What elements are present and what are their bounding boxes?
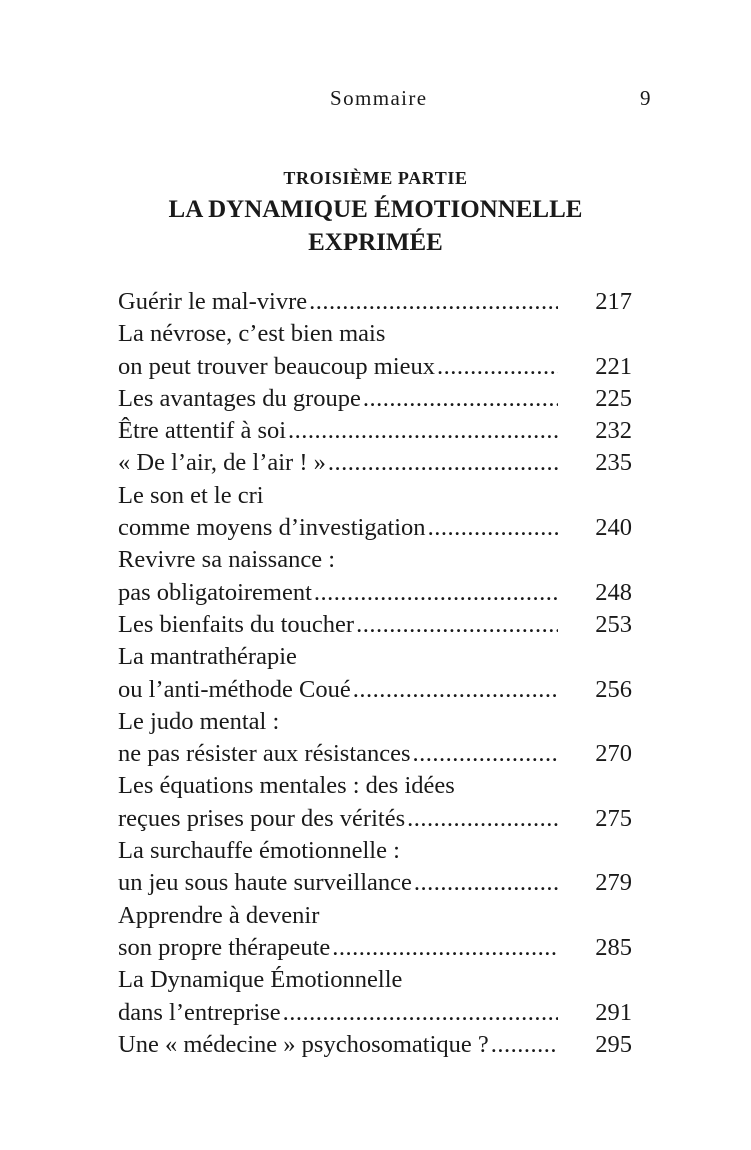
- toc-entry[interactable]: [118, 1029, 632, 1061]
- toc-page-number: 235: [595, 449, 632, 477]
- toc-entry-title-line: [118, 318, 632, 350]
- part-title: [0, 193, 751, 259]
- dot-leader: [407, 803, 558, 835]
- toc-entry[interactable]: [118, 318, 632, 383]
- toc-entry-title-line: [118, 609, 632, 641]
- toc-entry-title-line: [118, 997, 632, 1029]
- toc-entry-title: Les avantages du groupe: [118, 384, 361, 412]
- part-label: TROISIÈME PARTIE: [283, 168, 468, 188]
- dot-leader: [328, 447, 558, 479]
- toc-entry-title-line: [118, 738, 632, 770]
- dot-leader: [356, 609, 558, 641]
- toc-entry[interactable]: [118, 964, 632, 1029]
- toc-entry-title: Le judo mental :: [118, 707, 280, 735]
- toc-page-number: 270: [595, 740, 632, 768]
- toc-entry-title-line: [118, 1029, 632, 1061]
- toc-entry-title-line: [118, 577, 632, 609]
- toc-entry-title: comme moyens d’investigation: [118, 514, 426, 542]
- toc-entry-title: « De l’air, de l’air ! »: [118, 449, 326, 477]
- dot-leader: [353, 674, 558, 706]
- toc-entry[interactable]: [118, 383, 632, 415]
- toc-entry[interactable]: [118, 900, 632, 965]
- dot-leader: [437, 351, 558, 383]
- dot-leader: [491, 1029, 558, 1061]
- toc-entry-title-line: [118, 900, 632, 932]
- toc-entry[interactable]: [118, 835, 632, 900]
- toc-page-number: 232: [595, 417, 632, 445]
- toc-entry-title-line: [118, 770, 632, 802]
- dot-leader: [332, 932, 558, 964]
- toc-page-number: 240: [595, 514, 632, 542]
- toc-entry-title-line: [118, 383, 632, 415]
- toc-entry-title: dans l’entreprise: [118, 998, 281, 1026]
- running-title: Sommaire: [330, 86, 428, 110]
- toc-entry-title-line: [118, 932, 632, 964]
- dot-leader: [283, 997, 558, 1029]
- dot-leader: [314, 577, 558, 609]
- running-head: [0, 86, 751, 116]
- toc-entry-title: La surchauffe émotionnelle :: [118, 837, 400, 865]
- toc-page-number: 295: [595, 1030, 632, 1058]
- toc-entry-title-line: [118, 867, 632, 899]
- toc-entry-title-line: [118, 512, 632, 544]
- toc-entry[interactable]: [118, 480, 632, 545]
- toc-page-number: 275: [595, 804, 632, 832]
- toc-entry-title-line: [118, 835, 632, 867]
- toc-entry-title-line: [118, 964, 632, 996]
- dot-leader: [413, 738, 558, 770]
- toc-entry-title: pas obligatoirement: [118, 578, 312, 606]
- toc-entry-title: La névrose, c’est bien mais: [118, 320, 386, 348]
- toc-entry-title-line: [118, 447, 632, 479]
- toc-entry-title: La mantrathérapie: [118, 643, 297, 671]
- toc-entry[interactable]: [118, 770, 632, 835]
- toc-entry-title: son propre thérapeute: [118, 933, 331, 961]
- toc-entry-title-line: [118, 286, 632, 318]
- toc-entry-title: Le son et le cri: [118, 481, 264, 509]
- toc-entry-title-line: [118, 674, 632, 706]
- toc-page-number: 225: [595, 384, 632, 412]
- toc-entry-title: Les bienfaits du toucher: [118, 610, 355, 638]
- toc-entry-title-line: [118, 641, 632, 673]
- toc-entry-title-line: [118, 544, 632, 576]
- dot-leader: [414, 867, 558, 899]
- toc-entry[interactable]: [118, 641, 632, 706]
- dot-leader: [363, 383, 558, 415]
- toc-page-number: 256: [595, 675, 632, 703]
- toc-entry-title: Guérir le mal-vivre: [118, 288, 308, 315]
- toc-entry-title-line: [118, 706, 632, 738]
- dot-leader: [288, 415, 558, 447]
- toc-page-number: 279: [595, 869, 632, 897]
- toc-entry[interactable]: [118, 286, 632, 318]
- toc-entry-title: ou l’anti-méthode Coué: [118, 675, 351, 703]
- toc-page-number: 253: [595, 610, 632, 638]
- toc-entry-title-line: [118, 803, 632, 835]
- part-title-line: LA DYNAMIQUE ÉMOTIONNELLE: [168, 196, 583, 223]
- toc-entry[interactable]: [118, 415, 632, 447]
- toc-page-number: 285: [595, 933, 632, 961]
- toc-entry[interactable]: [118, 544, 632, 609]
- page-number: 9: [640, 86, 651, 110]
- toc-entry-title: Revivre sa naissance :: [118, 546, 336, 574]
- toc-entry-title-line: [118, 415, 632, 447]
- toc-entry-title: on peut trouver beaucoup mieux: [118, 352, 436, 380]
- toc-entry[interactable]: [118, 447, 632, 479]
- toc-entry-title: Être attentif à soi: [118, 417, 287, 445]
- toc-page-number: 221: [595, 352, 632, 380]
- part-heading: [0, 166, 751, 259]
- toc-entry-title: La Dynamique Émotionnelle: [118, 966, 403, 994]
- dot-leader: [309, 286, 558, 318]
- toc-entry-title-line: [118, 351, 632, 383]
- dot-leader: [428, 512, 558, 544]
- toc-entry-title-line: [118, 480, 632, 512]
- toc-entry-title: Apprendre à devenir: [118, 901, 320, 929]
- toc-entry-title: reçues prises pour des vérités: [118, 804, 406, 832]
- toc-entry-title: Les équations mentales : des idées: [118, 772, 455, 800]
- part-title-line: EXPRIMÉE: [308, 229, 443, 256]
- toc-entry[interactable]: [118, 609, 632, 641]
- toc-entry[interactable]: [118, 706, 632, 771]
- toc-page-number: 248: [595, 578, 632, 606]
- toc-page-number: 217: [595, 288, 632, 315]
- table-of-contents: [118, 286, 632, 1061]
- toc-entry-title: ne pas résister aux résistances: [118, 740, 411, 768]
- toc-entry-title: un jeu sous haute surveillance: [118, 869, 412, 897]
- toc-page-number: 291: [595, 998, 632, 1026]
- toc-entry-title: Une « médecine » psychosomatique ?: [118, 1030, 489, 1058]
